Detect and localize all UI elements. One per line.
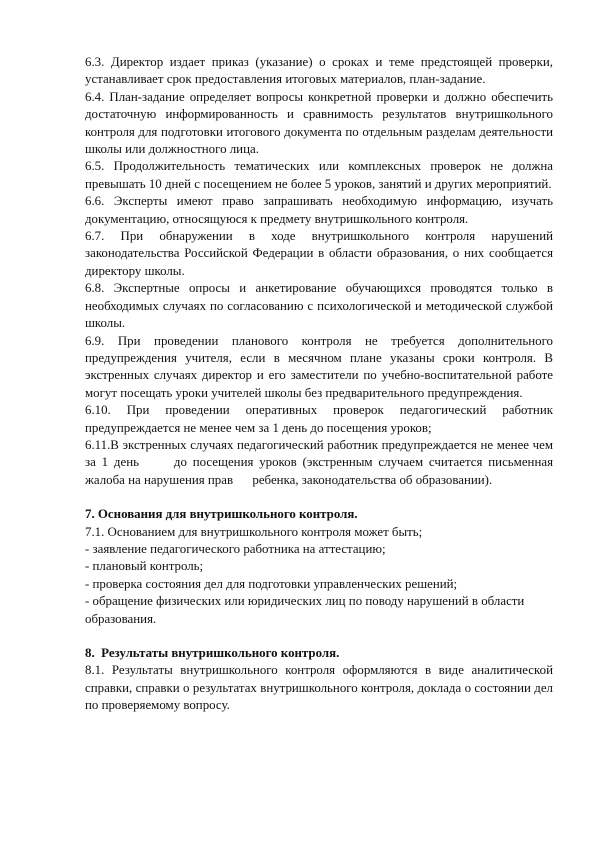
section-7-heading: 7. Основания для внутришкольного контроля. [85, 507, 358, 522]
paragraph-6-4: 6.4. План-задание определяет вопросы конкретной проверки и должно обеспечить достаточную информированность и сравнимость результатов внутришкольного контроля для подготовки итогового документа по отдельным разделам деятельности школы или должностного лица. [85, 89, 553, 157]
spacer [85, 489, 553, 506]
paragraph-6-11: 6.11.В экстренных случаях педагогический работник предупреждается не менее чем за 1 день до посещения уроков (экстренным случаем считается письменная жалоба на нарушения прав ребенка, законодательства об образовании). [85, 437, 557, 487]
paragraph-6-10: 6.10. При проведении оперативных проверок педагогический работник предупреждается не менее чем за 1 день до посещения уроков; [85, 403, 553, 435]
paragraph-8-1: 8.1. Результаты внутришкольного контроля оформляются в виде аналитической справки, справки о результатах внутришкольного контроля, доклада о состоянии дел по проверяемому вопросу. [85, 663, 553, 713]
document-page [85, 54, 557, 715]
list-item: - проверка состояния дел для подготовки управленческих решений; [85, 576, 458, 591]
section-8-heading: 8. Результаты внутришкольного контроля. [85, 646, 340, 660]
paragraph-6-9: 6.9. При проведении планового контроля не требуется дополнительного предупреждения учителя, если в месячном плане указаны сроки контроля. В экстренных случаях директор и его заместители по учебно-воспитательной работе могут посещать уроки учителей школы без предварительного предупреждения. [85, 333, 553, 400]
paragraph-6-8: 6.8. Экспертные опросы и анкетирование обучающихся проводятся только в необходимых случаях по согласованию с психологической и методической службой школы. [85, 281, 553, 331]
spacer [85, 628, 553, 645]
list-item: - обращение физических или юридических лиц по поводу нарушений в области образования. [85, 594, 525, 626]
paragraph-6-6: 6.6. Эксперты имеют право запрашивать необходимую информацию, изучать документацию, относящуюся к предмету внутришкольного контроля. [85, 194, 553, 226]
paragraph-6-5: 6.5. Продолжительность тематических или комплексных проверок не должна превышать 10 дней с посещением не более 5 уроков, занятий и других мероприятий. [85, 159, 553, 191]
paragraph-6-7: 6.7. При обнаружении в ходе внутришкольного контроля нарушений законодательства Российской Федерации в области образования, о них сообщается директору школы. [85, 229, 553, 278]
paragraph-6-3: 6.3. Директор издает приказ (указание) о сроках и теме предстоящей проверки, устанавливает срок предоставления итоговых материалов, план-задание. [85, 55, 553, 87]
list-item: - заявление педагогического работника на аттестацию; [85, 541, 386, 556]
paragraph-7-1: 7.1. Основанием для внутришкольного контроля может быть; [85, 524, 423, 539]
list-item: - плановый контроль; [85, 559, 204, 574]
